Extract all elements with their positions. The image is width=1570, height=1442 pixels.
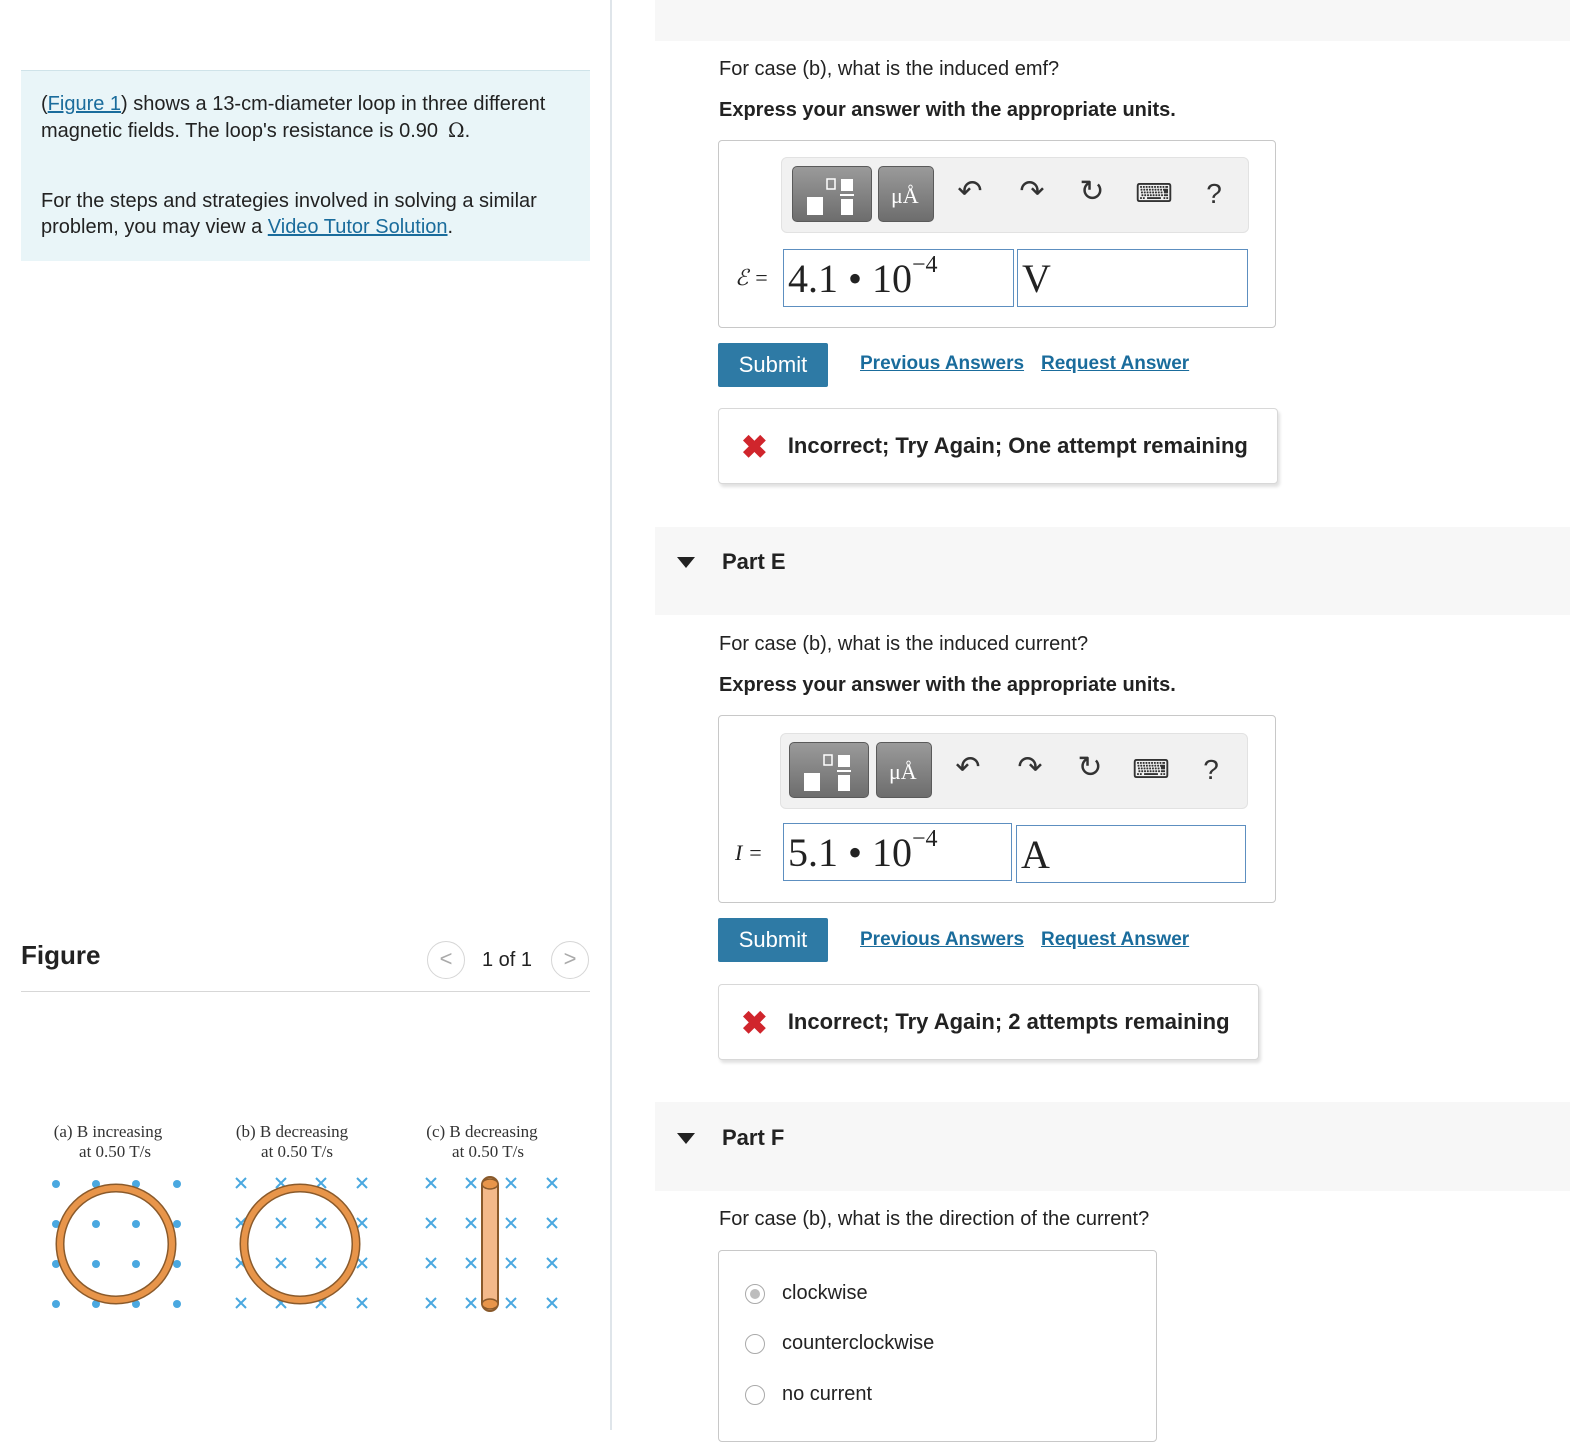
field-crosses-b	[236, 1178, 367, 1308]
omega-symbol: Ω	[448, 118, 465, 142]
partD-unit-input[interactable]: V	[1017, 249, 1248, 307]
panel-b-rate: at 0.50 T/s	[261, 1142, 333, 1161]
partD-value-input[interactable]: 4.1 • $10^{-4}$	[783, 249, 1014, 307]
partF-choices	[718, 1250, 1157, 1442]
field-dots-a	[52, 1180, 181, 1308]
partD-request-answer-link[interactable]: Request Answer	[1041, 353, 1190, 374]
partE-answer-box	[718, 715, 1276, 903]
figure-divider	[21, 991, 590, 992]
panel-divider	[610, 0, 612, 1430]
units-button[interactable]	[878, 166, 934, 222]
top-bar	[655, 0, 1570, 41]
partE-value-input[interactable]: 5.1 • $10^{-4}$	[783, 823, 1012, 881]
keyboard-icon[interactable]: ⌨	[1135, 178, 1173, 208]
partF-header[interactable]	[655, 1102, 1570, 1191]
partE-instruction: Express your answer with the appropriate units.	[719, 674, 1176, 696]
video-tutor-link[interactable]: Video Tutor Solution	[267, 216, 448, 238]
radio-counterclockwise[interactable]	[745, 1334, 765, 1354]
next-figure-button[interactable]: >	[551, 941, 589, 979]
partE-unit-input[interactable]: A	[1016, 825, 1246, 883]
template-button[interactable]	[789, 742, 869, 798]
partE-variable: I =	[735, 840, 763, 865]
figure-link[interactable]: Figure 1	[47, 93, 122, 115]
help-icon[interactable]: ?	[1203, 754, 1219, 785]
units-icon: μÅ	[889, 759, 917, 784]
partE-request-answer-link[interactable]: Request Answer	[1041, 929, 1190, 950]
partE-previous-answers-link[interactable]: Previous Answers	[860, 929, 1025, 950]
partD-question: For case (b), what is the induced emf?	[719, 58, 1060, 80]
partD-feedback: ✖ Incorrect; Try Again; One attempt remaining	[718, 408, 1278, 484]
help-icon[interactable]: ?	[1206, 178, 1222, 209]
figure-title: Figure	[21, 940, 101, 970]
partD-instruction: Express your answer with the appropriate units.	[719, 99, 1176, 121]
option-clockwise-label[interactable]: clockwise	[782, 1282, 868, 1304]
intro-paragraph-1: (Figure 1) shows a 13-cm-diameter loop in three different magnetic fields. The loop's resistance is 0.90 Ω.	[41, 93, 546, 142]
partE-question: For case (b), what is the induced current?	[719, 633, 1089, 655]
partE-collapse-icon[interactable]	[677, 557, 695, 568]
option-counterclockwise-label[interactable]: counterclockwise	[782, 1332, 935, 1354]
panel-c-label: (c) B decreasing	[426, 1122, 538, 1141]
panel-c-rate: at 0.50 T/s	[452, 1142, 524, 1161]
partF-question: For case (b), what is the direction of the current?	[719, 1208, 1150, 1230]
partF-title: Part F	[722, 1125, 785, 1150]
partE-feedback: ✖ Incorrect; Try Again; 2 attempts remaining	[718, 984, 1259, 1060]
partE-header[interactable]	[655, 527, 1570, 615]
option-no-current-label[interactable]: no current	[782, 1383, 873, 1405]
template-icon	[793, 167, 871, 221]
loop-c	[482, 1177, 498, 1311]
reset-icon[interactable]: ↻	[1079, 175, 1105, 208]
reset-icon[interactable]: ↻	[1077, 751, 1103, 784]
figure-pager: 1 of 1	[482, 949, 533, 971]
partD-previous-answers-link[interactable]: Previous Answers	[860, 353, 1025, 374]
undo-icon[interactable]: ↶	[957, 175, 983, 208]
problem-intro	[21, 70, 590, 261]
redo-icon[interactable]: ↷	[1017, 751, 1043, 784]
radio-clockwise[interactable]	[745, 1284, 765, 1304]
undo-icon[interactable]: ↶	[955, 751, 981, 784]
units-icon: μÅ	[891, 183, 919, 208]
partE-title: Part E	[722, 549, 786, 574]
magnetic-field-figure	[30, 1115, 590, 1325]
keyboard-icon[interactable]: ⌨	[1132, 754, 1170, 784]
partD-submit-button[interactable]: Submit	[718, 343, 828, 387]
incorrect-icon: ✖	[741, 1005, 768, 1042]
partE-math-toolbar	[780, 733, 1248, 809]
template-icon	[790, 743, 868, 797]
panel-a-label: (a) B increasing	[53, 1122, 163, 1141]
incorrect-icon: ✖	[741, 429, 768, 466]
partD-variable: ℰ =	[735, 265, 769, 290]
partF-collapse-icon[interactable]	[677, 1133, 695, 1144]
units-button[interactable]	[876, 742, 932, 798]
partE-submit-button[interactable]: Submit	[718, 918, 828, 962]
partD-math-toolbar	[781, 157, 1249, 233]
partD-answer-box	[718, 140, 1276, 328]
panel-b-label: (b) B decreasing	[235, 1122, 349, 1141]
redo-icon[interactable]: ↷	[1019, 175, 1045, 208]
radio-no-current[interactable]	[745, 1385, 765, 1405]
panel-a-rate: at 0.50 T/s	[79, 1142, 151, 1161]
intro-paragraph-2: For the steps and strategies involved in solving a similar problem, you may view a Video Tutor Solution.	[41, 190, 537, 238]
template-button[interactable]	[792, 166, 872, 222]
prev-figure-button[interactable]: <	[427, 941, 465, 979]
